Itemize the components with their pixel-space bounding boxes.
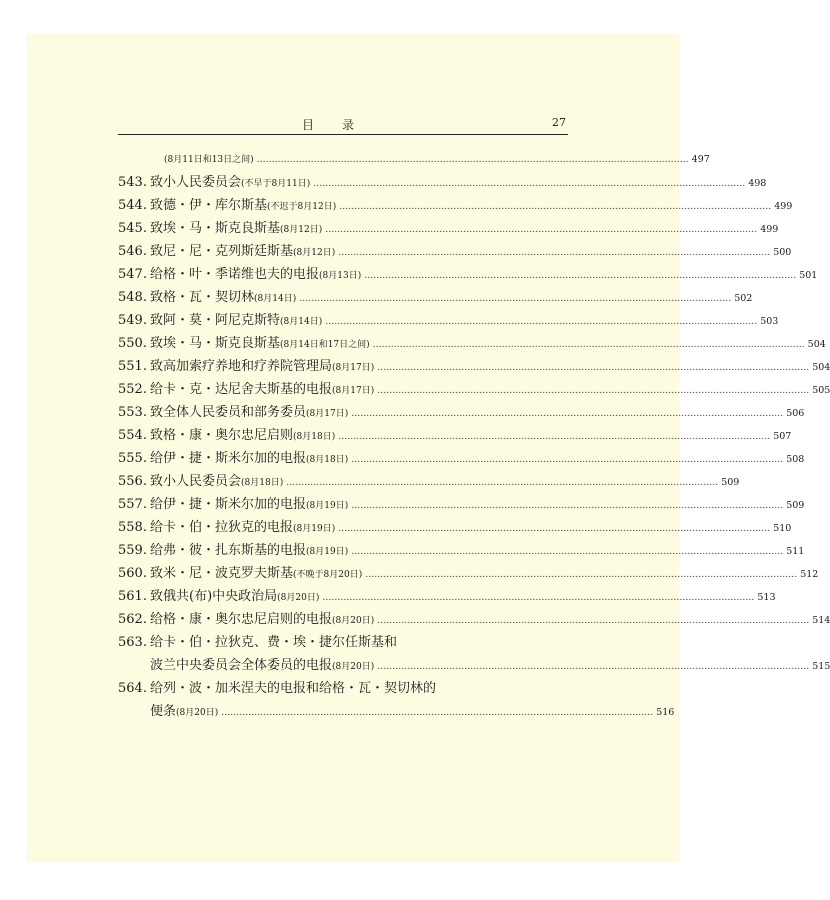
toc-entry-page: 516: [656, 707, 675, 718]
toc-entry-title: 给伊・捷・斯米尔加的电报: [150, 451, 307, 466]
toc-entry-date: (8月18日): [293, 432, 336, 442]
toc-dot-leader: ………………………………………………………………………………………………………………………………: [325, 225, 758, 235]
toc-entry-date: (8月18日): [241, 478, 284, 488]
toc-entry-date: (8月20日): [176, 708, 219, 718]
toc-entry-page: 501: [799, 270, 818, 281]
toc-dot-leader: ………………………………………………………………………………………………………………………………: [339, 202, 772, 212]
toc-entry-date: (8月18日): [306, 455, 349, 465]
toc-entry-number: 546.: [118, 244, 147, 259]
toc-entry-date: (8月19日): [306, 501, 349, 511]
toc-entry-title: 给格・叶・季诺维也夫的电报: [150, 267, 320, 282]
toc-dot-leader: ………………………………………………………………………………………………………………………………: [325, 317, 758, 327]
toc-entry-title: 给列・波・加米涅夫的电报和给格・瓦・契切林的: [150, 681, 437, 696]
toc-entry-page: 508: [786, 454, 805, 465]
toc-entry-number: 560.: [118, 566, 147, 581]
toc-dot-leader: ………………………………………………………………………………………………………………………………: [351, 455, 784, 465]
toc-entry-title: 致小人民委员会: [150, 175, 242, 190]
toc-dot-leader: ………………………………………………………………………………………………………………………………: [313, 179, 746, 189]
toc-entry-page: 510: [773, 523, 792, 534]
toc-dot-leader: ………………………………………………………………………………………………………………………………: [351, 547, 784, 557]
toc-entry-date: (8月20日): [332, 662, 375, 672]
toc-entry-page: 497: [691, 154, 710, 165]
toc-entry-number: 554.: [118, 428, 147, 443]
toc-dot-leader: ………………………………………………………………………………………………………………………………: [338, 248, 771, 258]
running-header: [118, 114, 566, 134]
toc-dot-leader: ………………………………………………………………………………………………………………………………: [351, 409, 784, 419]
toc-entry-page: 505: [812, 385, 830, 396]
toc-entry-title: 便条: [150, 704, 177, 719]
toc-entry-title: 给弗・彼・扎东斯基的电报: [150, 543, 307, 558]
toc-entry: [118, 286, 753, 309]
toc-entry-page: 504: [807, 339, 826, 350]
toc-entry: [118, 654, 830, 677]
toc-entry-page: 515: [812, 661, 830, 672]
toc-entry-title: 给卡・伯・拉狄克的电报: [150, 520, 294, 535]
header-title: 目录: [302, 118, 383, 132]
toc-entry-title: 致格・康・奥尔忠尼启则: [150, 428, 294, 443]
toc-entry-page: 500: [773, 247, 792, 258]
toc-entry-page: 499: [760, 224, 779, 235]
toc-entry-number: 558.: [118, 520, 147, 535]
toc-entry-number: 564.: [118, 681, 147, 696]
toc-entry-number: 561.: [118, 589, 147, 604]
toc-entry-page: 512: [800, 569, 819, 580]
toc-entry-number: 544.: [118, 198, 147, 213]
toc-entry-page: 507: [773, 431, 792, 442]
toc-entry-title: 给卡・克・达尼舍夫斯基的电报: [150, 382, 333, 397]
toc-entry-title: 致俄共(布)中央政治局: [150, 589, 278, 604]
toc-entry-page: 502: [734, 293, 753, 304]
toc-entry-date: (8月17日): [306, 409, 349, 419]
toc-entry-title: 致尼・尼・克列斯廷斯基: [150, 244, 294, 259]
toc-dot-leader: ………………………………………………………………………………………………………………………………: [365, 570, 798, 580]
toc-entry: [118, 171, 767, 194]
header-rule: [118, 134, 568, 135]
toc-entry-number: 548.: [118, 290, 147, 305]
toc-dot-leader: ………………………………………………………………………………………………………………………………: [221, 708, 654, 718]
toc-dot-leader: ………………………………………………………………………………………………………………………………: [351, 501, 784, 511]
toc-entry: [118, 194, 793, 217]
toc-entry-number: 553.: [118, 405, 147, 420]
toc-dot-leader: ………………………………………………………………………………………………………………………………: [338, 432, 771, 442]
toc-entry: [118, 309, 779, 332]
toc-entry: [118, 263, 818, 286]
toc-entry: [118, 562, 819, 585]
toc-entry: [118, 631, 550, 654]
toc-entry-title: 致德・伊・库尔斯基: [150, 198, 268, 213]
toc-dot-leader: ………………………………………………………………………………………………………………………………: [364, 271, 797, 281]
toc-entry-number: 545.: [118, 221, 147, 236]
toc-entry-title: 致小人民委员会: [150, 474, 242, 489]
toc-entry-number: 556.: [118, 474, 147, 489]
toc-entry-title: 给伊・捷・斯米尔加的电报: [150, 497, 307, 512]
toc-entry-date: (8月13日): [319, 271, 362, 281]
toc-dot-leader: ………………………………………………………………………………………………………………………………: [372, 340, 805, 350]
toc-entry-number: 549.: [118, 313, 147, 328]
toc-entry: [118, 585, 776, 608]
toc-dot-leader: ………………………………………………………………………………………………………………………………: [256, 155, 689, 165]
toc-entry-number: 563.: [118, 635, 147, 650]
toc-entry-date: (不迟于8月12日): [267, 202, 337, 212]
toc-entry-date: (8月11日和13日之间): [164, 155, 254, 165]
toc-entry-title: 致格・瓦・契切林: [150, 290, 255, 305]
toc-entry-date: (8月20日): [277, 593, 320, 603]
toc-entry-date: (8月12日): [280, 225, 323, 235]
toc-entry: [118, 401, 805, 424]
toc-dot-leader: ………………………………………………………………………………………………………………………………: [377, 386, 810, 396]
toc-entry-page: 513: [757, 592, 776, 603]
toc-entry: [118, 240, 792, 263]
toc-entry-date: (8月20日): [332, 616, 375, 626]
toc-entry-page: 499: [774, 201, 793, 212]
toc-entry-page: 511: [786, 546, 805, 557]
toc-entry-page: 514: [812, 615, 830, 626]
toc-entry-page: 509: [721, 477, 740, 488]
toc-entry-number: 557.: [118, 497, 147, 512]
toc-entry: [118, 355, 830, 378]
header-page-number: 27: [552, 116, 566, 129]
toc-entry-date: (8月17日): [332, 363, 375, 373]
toc-entry-title: 给格・康・奥尔忠尼启则的电报: [150, 612, 333, 627]
toc-entry-number: 550.: [118, 336, 147, 351]
toc-entry-date: (8月14日): [254, 294, 297, 304]
toc-entry: [118, 516, 792, 539]
toc-entry-page: 504: [812, 362, 830, 373]
toc-entry-title: 致埃・马・斯克良斯基: [150, 336, 281, 351]
toc-entry: [118, 148, 710, 171]
toc-entry-page: 503: [760, 316, 779, 327]
toc-dot-leader: ………………………………………………………………………………………………………………………………: [377, 363, 810, 373]
toc-entry-title: 致高加索疗养地和疗养院管理局: [150, 359, 333, 374]
toc-entry: [118, 493, 805, 516]
toc-entry-title: 致埃・马・斯克良斯基: [150, 221, 281, 236]
toc-entry-date: (不早于8月11日): [241, 179, 311, 189]
toc-entry-number: 543.: [118, 175, 147, 190]
table-of-contents: [118, 148, 830, 723]
toc-entry: [118, 332, 826, 355]
toc-entry-title: 致米・尼・波克罗夫斯基: [150, 566, 294, 581]
toc-entry-date: (不晚于8月20日): [293, 570, 363, 580]
toc-entry: [118, 447, 805, 470]
toc-entry: [118, 608, 830, 631]
toc-dot-leader: ………………………………………………………………………………………………………………………………: [377, 662, 810, 672]
toc-entry: [118, 470, 740, 493]
toc-entry-date: (8月14日和17日之间): [280, 340, 370, 350]
toc-entry: [118, 539, 805, 562]
toc-entry-number: 547.: [118, 267, 147, 282]
toc-entry-title: 致全体人民委员和部务委员: [150, 405, 307, 420]
toc-entry: [118, 677, 550, 700]
toc-dot-leader: ………………………………………………………………………………………………………………………………: [338, 524, 771, 534]
toc-entry-title: 给卡・伯・拉狄克、费・埃・捷尔任斯基和: [150, 635, 398, 650]
toc-entry-number: 559.: [118, 543, 147, 558]
toc-entry-date: (8月12日): [293, 248, 336, 258]
toc-entry-number: 552.: [118, 382, 147, 397]
toc-dot-leader: ………………………………………………………………………………………………………………………………: [299, 294, 732, 304]
toc-entry-number: 555.: [118, 451, 147, 466]
toc-entry-date: (8月17日): [332, 386, 375, 396]
toc-entry-date: (8月19日): [306, 547, 349, 557]
toc-entry: [118, 378, 830, 401]
toc-entry: [118, 217, 779, 240]
toc-dot-leader: ………………………………………………………………………………………………………………………………: [377, 616, 810, 626]
toc-entry-title: 波兰中央委员会全体委员的电报: [150, 658, 333, 673]
toc-entry-number: 551.: [118, 359, 147, 374]
toc-dot-leader: ………………………………………………………………………………………………………………………………: [322, 593, 755, 603]
toc-dot-leader: ………………………………………………………………………………………………………………………………: [286, 478, 719, 488]
toc-entry-date: (8月14日): [280, 317, 323, 327]
toc-entry-title: 致阿・莫・阿尼克斯特: [150, 313, 281, 328]
toc-entry-page: 509: [786, 500, 805, 511]
toc-entry-page: 506: [786, 408, 805, 419]
toc-entry: [118, 700, 675, 723]
toc-entry-page: 498: [748, 178, 767, 189]
toc-entry-number: 562.: [118, 612, 147, 627]
toc-entry-date: (8月19日): [293, 524, 336, 534]
toc-entry: [118, 424, 792, 447]
